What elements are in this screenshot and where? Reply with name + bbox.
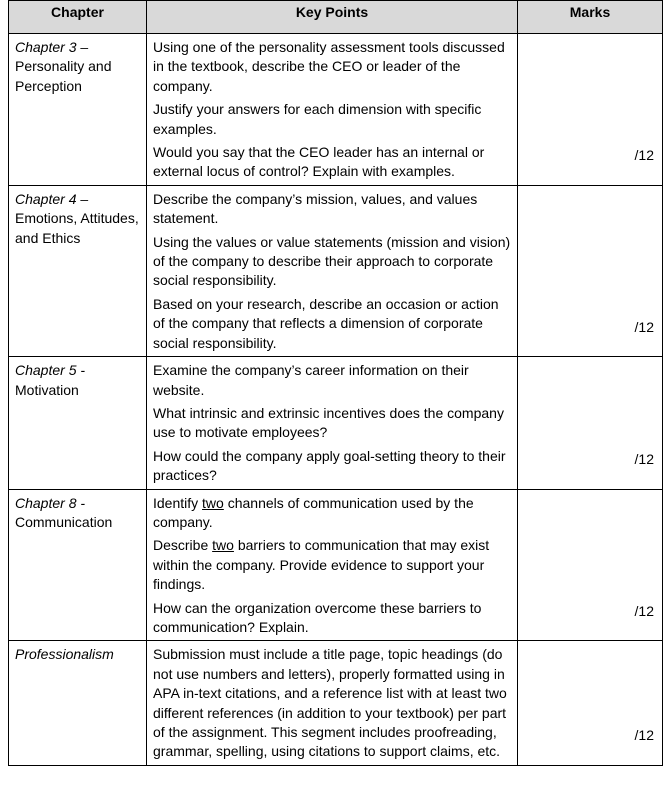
marks-cell: /12 [518, 185, 663, 356]
marks-cell: /12 [518, 34, 663, 186]
chapter-topic: Personality and Perception [15, 58, 112, 94]
key-point: How could the company apply goal-setting theory to their practices? [153, 447, 506, 484]
table-row [9, 489, 663, 641]
key-points-cell [147, 641, 518, 765]
header-row [9, 1, 663, 34]
table-row [9, 357, 663, 489]
key-point [153, 494, 511, 533]
key-point: What intrinsic and extrinsic incentives does the company use to motivate employees? [153, 404, 504, 441]
chapter-number: Chapter 8 - [15, 494, 86, 511]
chapter-number: Chapter 3 – [15, 39, 89, 55]
underlined-word: two [212, 537, 234, 554]
key-point: Using the values or value statements (mission and vision) of the company to describe their approach to corporate social responsibility. [153, 233, 511, 289]
key-point: Submission must include a title page, topic headings (do not use numbers and letters), properly formatted using in APA in-text citations, and a reference list with at least two different references (in addition to your textbook) per part of the assignment. This segment includes proofreading, grammar, spelling, using citations to support claims, etc. [153, 646, 507, 760]
key-points-cell [147, 185, 518, 356]
chapter-cell [9, 34, 147, 186]
marks-cell: /12 [518, 489, 663, 641]
marks-cell: /12 [518, 357, 663, 489]
chapter-cell [9, 185, 147, 356]
chapter-topic: Motivation [15, 381, 79, 398]
chapter-topic: Emotions, Attitudes, and Ethics [15, 210, 139, 246]
key-points-cell [147, 489, 518, 641]
key-points-cell [147, 34, 518, 186]
underlined-word: two [202, 494, 224, 511]
key-point: Examine the company’s career information on their website. [153, 362, 469, 398]
chapter-number: Chapter 4 – [15, 190, 89, 207]
key-point: Would you say that the CEO leader has an internal or external locus of control? Explain with examples. [153, 144, 485, 180]
table-row [9, 34, 663, 186]
chapter-number: Professionalism [15, 646, 114, 663]
key-point: How can the organization overcome these barriers to communication? Explain. [153, 599, 482, 635]
marks-cell: /12 [518, 641, 663, 765]
chapter-number: Chapter 5 - [15, 362, 86, 379]
chapter-topic: Communication [15, 513, 113, 530]
header-chapter: Chapter [9, 1, 147, 34]
key-point-text: Identify [153, 494, 203, 511]
key-point-text: Describe [153, 537, 213, 554]
key-point-text: barriers to communication that may exist within the company. Provide evidence to support your findings. [153, 537, 490, 593]
key-point: Using one of the personality assessment tools discussed in the textbook, describe the CEO or leader of the company. [153, 39, 505, 94]
table-row [9, 641, 663, 765]
chapter-cell [9, 357, 147, 489]
key-point: Describe the company’s mission, values, and values statement. [153, 190, 478, 227]
table-row [9, 185, 663, 356]
key-point [153, 536, 511, 594]
chapter-cell [9, 489, 147, 641]
rubric-table [8, 0, 663, 766]
header-marks: Marks [518, 1, 663, 34]
key-points-cell [147, 357, 518, 489]
header-key-points: Key Points [147, 1, 518, 34]
key-point: Based on your research, describe an occasion or action of the company that reflects a dimension of corporate social responsibility. [153, 295, 499, 351]
chapter-cell [9, 641, 147, 765]
key-point-text: channels of communication used by the company. [153, 494, 474, 530]
key-point: Justify your answers for each dimension with specific examples. [153, 101, 482, 137]
